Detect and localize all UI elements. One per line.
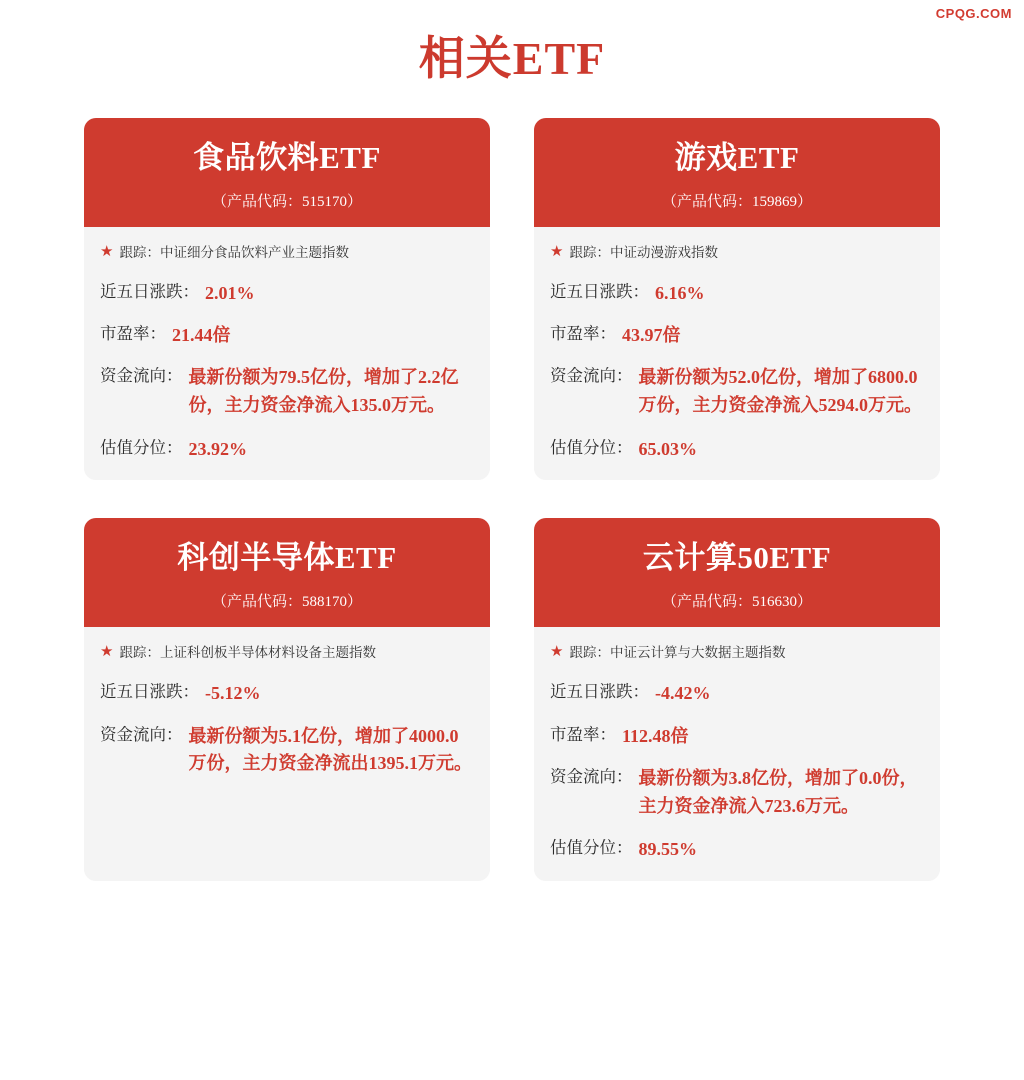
page-title: 相关ETF [418,33,606,84]
flow-value: 最新份额为5.1亿份，增加了4000.0万份，主力资金净流出1395.1万元。 [188,725,472,774]
etf-card [84,118,490,480]
track-label: 跟踪： [569,644,610,660]
flow-value: 最新份额为52.0亿份，增加了6800.0万份，主力资金净流入5294.0万元。 [638,367,922,416]
pe-value: 43.97倍 [622,325,681,346]
etf-five-day-row [100,280,474,306]
etf-track-row [100,243,474,263]
flow-label: 资金流向： [550,766,633,786]
etf-card-header [84,118,490,227]
etf-card-header [534,118,940,227]
etf-flow-row [100,364,474,420]
five-day-label: 近五日涨跌： [100,282,199,302]
star-icon: ★ [550,643,564,660]
etf-code: （产品代码：516630） [661,593,812,610]
track-value: 中证云计算与大数据主题指数 [609,644,786,660]
etf-track-row [100,643,474,663]
valuation-value: 65.03% [638,439,697,460]
etf-track-row [550,243,924,263]
etf-card [534,518,940,880]
etf-name: 科创半导体ETF [177,540,397,576]
etf-pe-row [100,322,474,348]
etf-card-grid [0,88,1024,881]
flow-label: 资金流向： [550,366,633,386]
etf-card-header [84,518,490,627]
etf-flow-row [550,765,924,821]
pe-label: 市盈率： [100,324,166,344]
track-value: 上证科创板半导体材料设备主题指数 [159,644,376,660]
valuation-label: 估值分位： [100,438,183,458]
etf-five-day-row [550,280,924,306]
five-day-label: 近五日涨跌： [550,682,649,702]
pe-label: 市盈率： [550,324,616,344]
etf-card [84,518,490,880]
flow-label: 资金流向： [100,366,183,386]
etf-name: 云计算50ETF [642,540,832,576]
valuation-label: 估值分位： [550,838,633,858]
track-label: 跟踪： [569,244,610,260]
etf-code: （产品代码：588170） [211,593,362,610]
etf-name: 游戏ETF [674,140,800,175]
etf-pe-row [550,723,924,749]
pe-value: 21.44倍 [172,325,231,346]
watermark: CPQG.COM [935,6,1012,21]
etf-name: 食品饮料ETF [193,140,381,175]
valuation-label: 估值分位： [550,438,633,458]
five-day-label: 近五日涨跌： [100,682,199,702]
etf-valuation-row [550,836,924,862]
etf-card-body [534,627,940,881]
valuation-value: 89.55% [638,839,697,860]
etf-pe-row [550,322,924,348]
five-day-label: 近五日涨跌： [550,282,649,302]
star-icon: ★ [100,243,114,260]
pe-value: 112.48倍 [622,725,689,746]
star-icon: ★ [100,643,114,660]
pe-label: 市盈率： [550,724,616,744]
five-day-value: 6.16% [655,283,705,304]
track-label: 跟踪： [119,244,160,260]
track-value: 中证动漫游戏指数 [609,244,718,260]
etf-valuation-row [100,436,474,462]
etf-valuation-row [550,436,924,462]
etf-code: （产品代码：159869） [661,193,812,210]
star-icon: ★ [550,243,564,260]
five-day-value: 2.01% [205,283,255,304]
etf-five-day-row [100,680,474,706]
etf-track-row [550,643,924,663]
flow-value: 最新份额为79.5亿份，增加了2.2亿份，主力资金净流入135.0万元。 [188,367,459,416]
track-value: 中证细分食品饮料产业主题指数 [159,244,349,260]
etf-card-body [84,227,490,481]
etf-code: （产品代码：515170） [211,193,362,210]
etf-card [534,118,940,480]
etf-card-body [534,227,940,481]
five-day-value: -5.12% [205,683,261,704]
etf-card-body [84,627,490,881]
track-label: 跟踪： [119,644,160,660]
flow-label: 资金流向： [100,724,183,744]
etf-card-header [534,518,940,627]
flow-value: 最新份额为3.8亿份，增加了0.0份，主力资金净流入723.6万元。 [638,767,918,816]
five-day-value: -4.42% [655,683,711,704]
etf-five-day-row [550,680,924,706]
etf-flow-row [100,723,474,779]
valuation-value: 23.92% [188,439,247,460]
etf-flow-row [550,364,924,420]
